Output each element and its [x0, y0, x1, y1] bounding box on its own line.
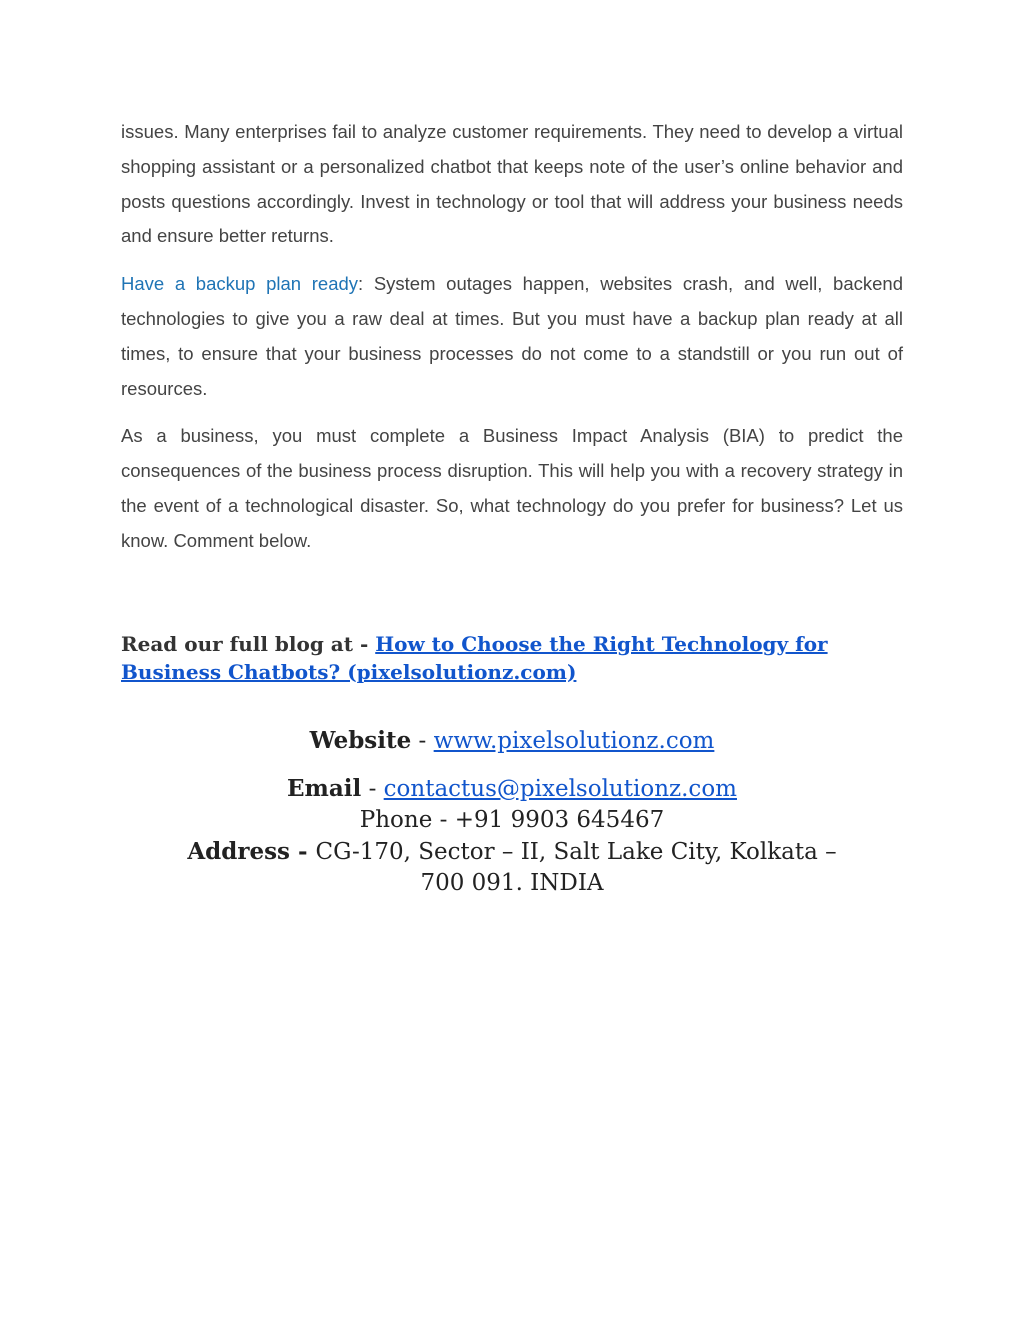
blog-prefix: Read our full blog at -	[121, 631, 376, 656]
address-line-1: CG-170, Sector – II, Salt Lake City, Kolkata –	[315, 839, 837, 865]
email-separator: -	[361, 776, 384, 802]
contact-block	[121, 725, 903, 899]
blog-reference	[121, 630, 903, 686]
website-row	[121, 725, 903, 757]
paragraph-requirements: issues. Many enterprises fail to analyze customer requirements. They need to develop a virtual shopping assistant or a personalized chatbot that keeps note of the user’s online behavior and posts questions accordingly. Invest in technology or tool that will address your business needs and ensure better returns.	[121, 121, 903, 247]
website-separator: -	[411, 728, 434, 754]
article-body	[121, 115, 903, 686]
phone-row: Phone - +91 9903 645467	[359, 807, 665, 833]
website-link[interactable]: www.pixelsolutionz.com	[433, 728, 715, 754]
address-label: Address -	[187, 838, 316, 865]
email-row	[121, 773, 903, 805]
email-link[interactable]: contactus@pixelsolutionz.com	[383, 776, 737, 802]
blog-link[interactable]: How to Choose the Right Technology for Business Chatbots? (pixelsolutionz.com)	[121, 631, 828, 684]
backup-plan-text: : System outages happen, websites crash, and well, backend technologies to give you a raw deal at times. But you must have a backup plan ready at all times, to ensure that your business processes do not come to a standstill or you run out of resources.	[121, 273, 903, 399]
address-row	[121, 836, 903, 868]
address-line-2: 700 091. INDIA	[420, 870, 604, 896]
website-label: Website	[309, 727, 412, 754]
paragraph-backup-plan	[121, 267, 903, 406]
paragraph-bia: As a business, you must complete a Business Impact Analysis (BIA) to predict the consequences of the business process disruption. This will help you with a recovery strategy in the event of a technological disaster. So, what technology do you prefer for business? Let us know. Comment below.	[121, 425, 903, 551]
email-label: Email	[287, 775, 362, 802]
backup-plan-heading: Have a backup plan ready	[121, 273, 359, 295]
